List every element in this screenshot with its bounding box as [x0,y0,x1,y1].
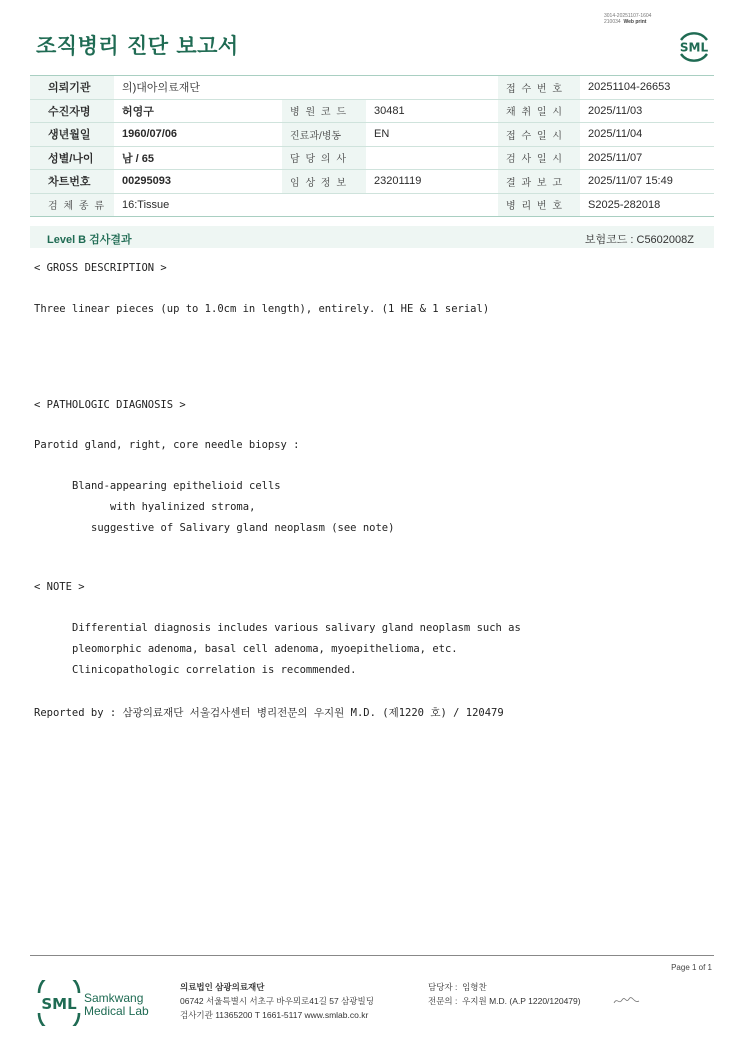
note-line1: Differential diagnosis includes various salivary gland neoplasm such as [72,622,521,634]
requester-label: 의뢰기관 [30,76,114,100]
sexage-label: 성별/나이 [30,146,114,170]
result-label: 결 과 보 고 [498,170,580,194]
footer-logo-mark: SML [41,995,77,1013]
gross-heading: < GROSS DESCRIPTION > [34,262,167,274]
footer-staff: 임형찬 [462,982,487,992]
dept-value: EN [366,123,498,147]
gross-text: Three linear pieces (up to 1.0cm in length), entirely. (1 HE & 1 serial) [34,303,490,315]
footer-address: 06742 서울특별시 서초구 바우뫼로41길 57 삼광빌딩 [180,996,374,1006]
pathologic-line2: with hyalinized stroma, [110,501,256,513]
page-number: Page 1 of 1 [671,963,712,972]
signature-icon [612,995,642,1007]
print-code [604,13,651,25]
footer-staff-label: 담당자 : [428,982,458,992]
table-row [30,170,714,194]
table-row [30,76,714,100]
pathno-value: S2025-282018 [580,193,714,217]
table-row [30,123,714,147]
requester-value: 의)대아의료재단 [114,76,498,100]
specimen-label: 검 체 종 류 [30,193,114,217]
footer-org: 의료법인 삼광의료재단 [180,982,265,992]
insurance-code: 보험코드 : C5602008Z [584,234,694,246]
reported-by: Reported by : 삼광의료재단 서울검사센터 병리전문의 우지원 M.D. (제1220 호) / 120479 [34,707,504,719]
web-print-label: Web print [623,19,647,25]
dob-label: 생년월일 [30,123,114,147]
doctor-label: 담 당 의 사 [282,146,366,170]
footer-divider [30,955,714,956]
sexage-value: 남 / 65 [114,146,282,170]
hospcode-value: 30481 [366,99,498,123]
note-line2: pleomorphic adenoma, basal cell adenoma, myoepithelioma, etc. [72,643,458,655]
clinical-value: 23201119 [366,170,498,194]
print-code-line1: 3014-20251107-1604 [604,13,652,19]
note-heading: < NOTE > [34,581,85,593]
footer-specialist-label: 전문의 : [428,996,458,1006]
specimen-value: 16:Tissue [114,193,498,217]
footer-org-block [180,980,374,1022]
dob-value: 1960/07/06 [114,123,282,147]
print-code-line2: 210034 [604,19,621,25]
pathologic-line3: suggestive of Salivary gland neoplasm (see note) [91,522,395,534]
collect-label: 채 취 일 시 [498,99,580,123]
chart-label: 차트번호 [30,170,114,194]
receive-label: 접 수 일 시 [498,123,580,147]
collect-value: 2025/11/03 [580,99,714,123]
pathologic-heading: < PATHOLOGIC DIAGNOSIS > [34,399,186,411]
pathologic-line1: Bland-appearing epithelioid cells [72,480,281,492]
patient-label: 수진자명 [30,99,114,123]
dept-label: 진료과/병동 [282,123,366,147]
receive-value: 2025/11/04 [580,123,714,147]
samkwang-logo-icon [36,980,154,1026]
note-line3: Clinicopathologic correlation is recommended. [72,664,357,676]
table-row [30,99,714,123]
chart-value: 00295093 [114,170,282,194]
accession-label: 접 수 번 호 [498,76,580,100]
clinical-label: 임 상 정 보 [282,170,366,194]
page-title: 조직병리 진단 보고서 [36,34,239,58]
table-row [30,146,714,170]
patient-value: 허영구 [114,99,282,123]
hospcode-label: 병 원 코 드 [282,99,366,123]
footer-specialist: 우지원 M.D. (A.P 1220/120479) [462,996,581,1006]
footer-contact: 검사기관 11365200 T 1661-5117 www.smlab.co.kr [180,1010,369,1020]
doctor-value [366,146,498,170]
exam-label: 검 사 일 시 [498,146,580,170]
table-row [30,193,714,217]
sml-logo-text: SML [679,40,709,55]
footer-logo-name2: Medical Lab [84,1004,149,1018]
result-level-label: Level B 검사결과 [47,234,132,246]
patient-info-table [30,75,714,217]
sml-logo-icon [674,26,714,66]
footer-staff-block [428,980,581,1008]
footer-logo-name1: Samkwang [84,991,144,1005]
exam-value: 2025/11/07 [580,146,714,170]
result-level-bar [30,226,714,248]
result-value: 2025/11/07 15:49 [580,170,714,194]
pathno-label: 병 리 번 호 [498,193,580,217]
pathologic-site: Parotid gland, right, core needle biopsy : [34,439,300,451]
accession-value: 20251104-26653 [580,76,714,100]
